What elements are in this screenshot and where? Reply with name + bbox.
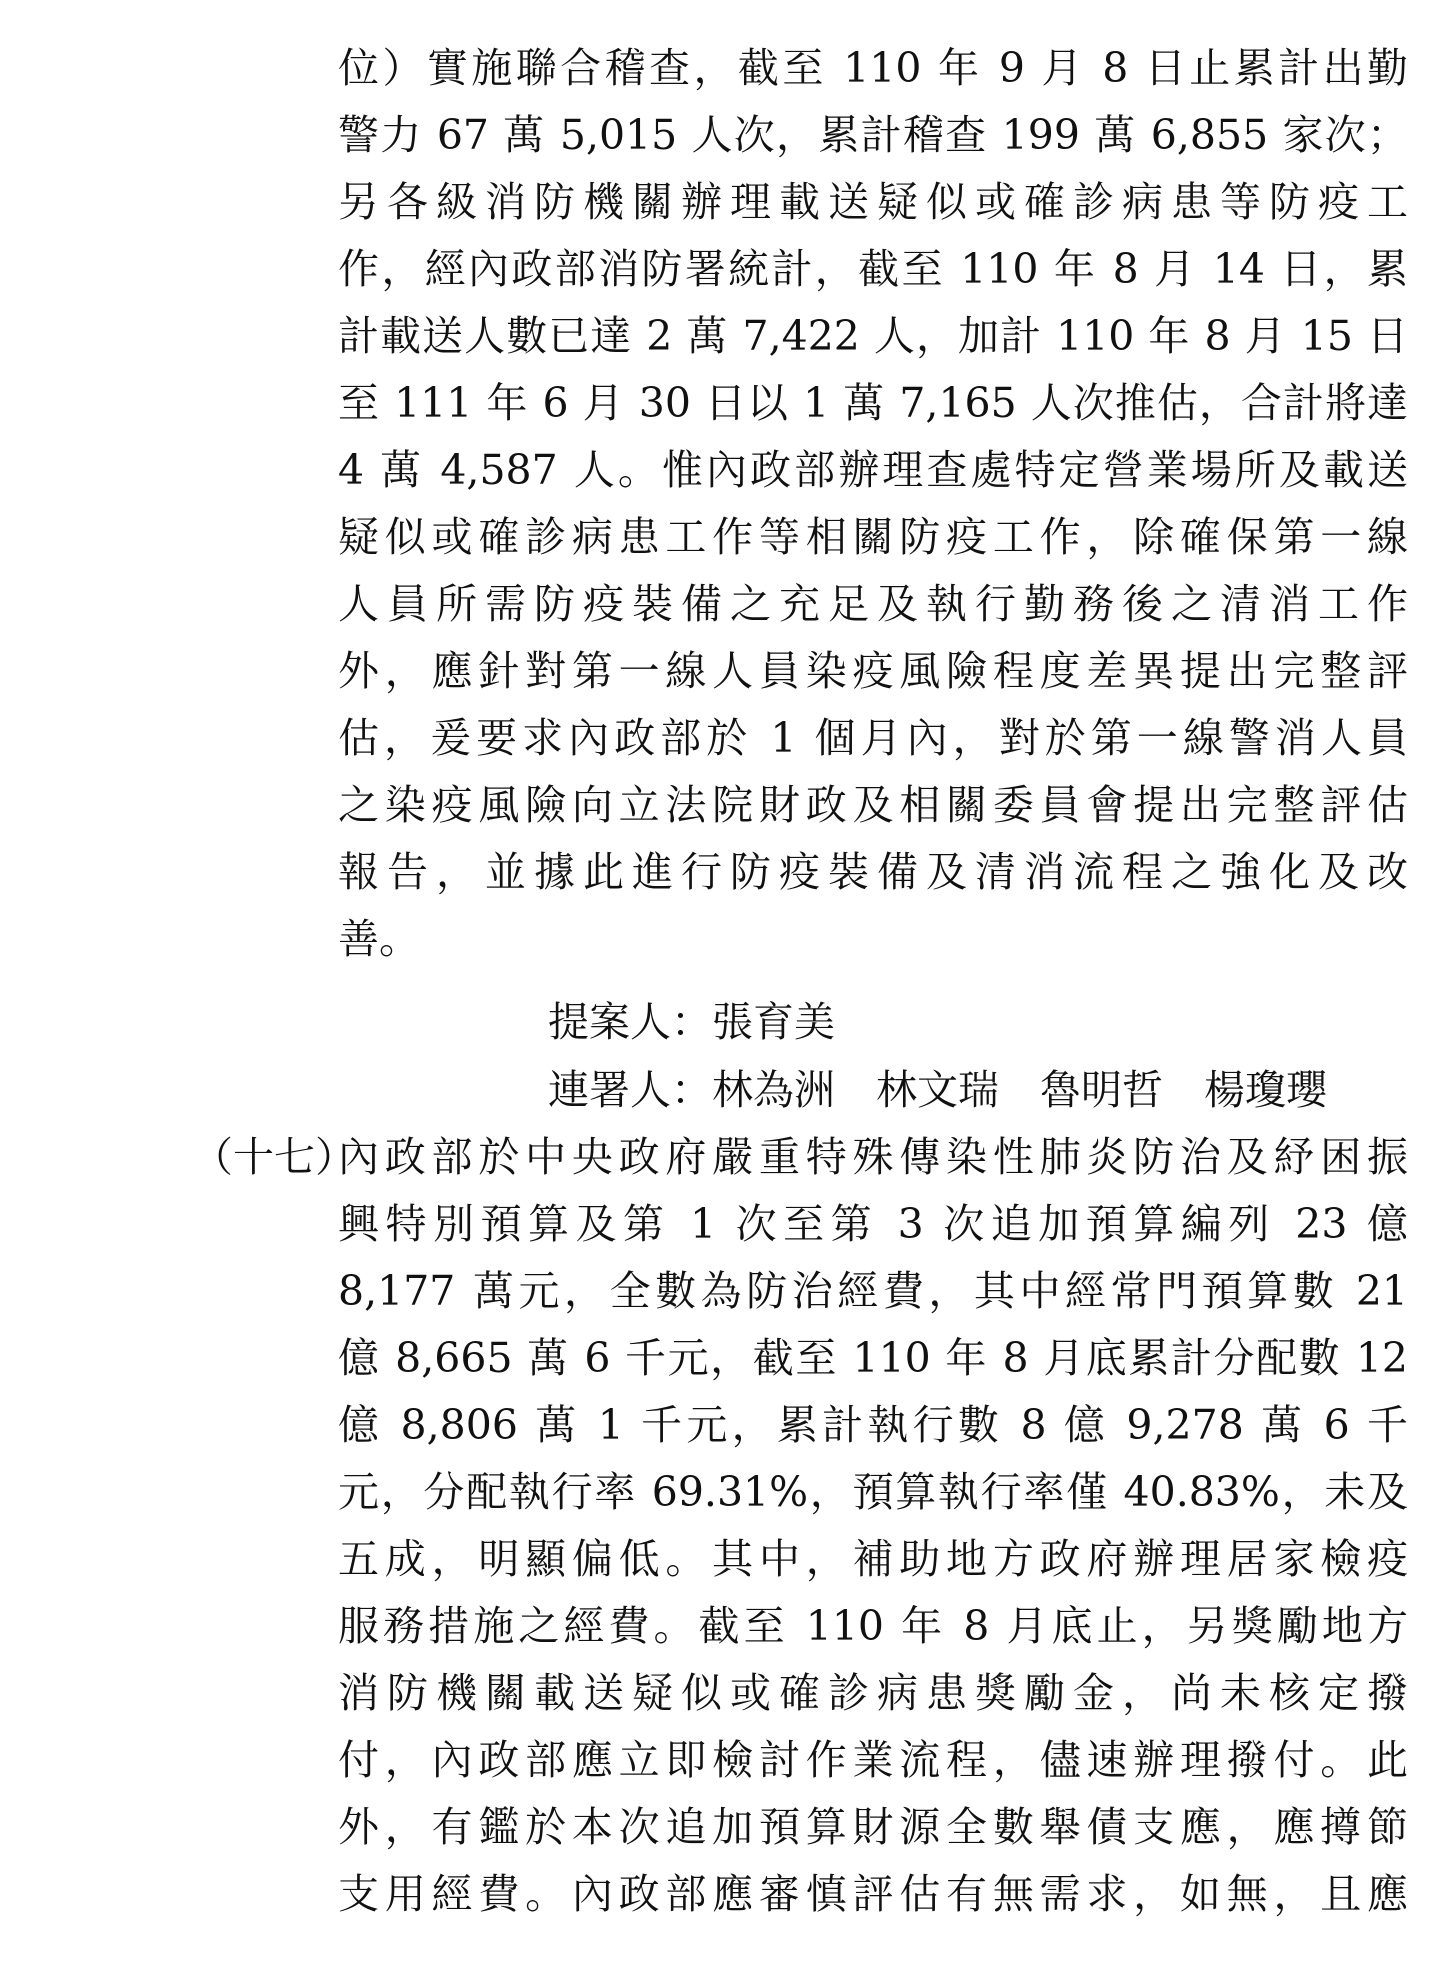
text-line: 另各級消防機關辦理載送疑似或確診病患等防疫工 bbox=[338, 178, 1408, 226]
text-line: 估，爰要求內政部於 1 個月內，對於第一線警消人員 bbox=[338, 714, 1408, 762]
text-line: 外，有鑑於本次追加預算財源全數舉債支應，應撙節 bbox=[338, 1803, 1408, 1851]
cosigners-line: 連署人：林為洲 林文瑞 魯明哲 楊瓊瓔 bbox=[548, 1066, 1327, 1114]
text-line: 報告，並據此進行防疫裝備及清消流程之強化及改 bbox=[338, 848, 1408, 896]
text-line: 之染疫風險向立法院財政及相關委員會提出完整評估 bbox=[338, 781, 1408, 829]
text-line: 作，經內政部消防署統計，截至 110 年 8 月 14 日，累 bbox=[338, 245, 1408, 293]
text-line: 善。 bbox=[338, 915, 420, 963]
text-line: 付，內政部應立即檢討作業流程，儘速辦理撥付。此 bbox=[338, 1736, 1408, 1784]
text-line: 外，應針對第一線人員染疫風險程度差異提出完整評 bbox=[338, 647, 1408, 695]
text-line: 位）實施聯合稽查，截至 110 年 9 月 8 日止累計出勤 bbox=[338, 44, 1408, 92]
proposer-line: 提案人：張育美 bbox=[548, 998, 835, 1046]
text-line: 億 8,665 萬 6 千元，截至 110 年 8 月底累計分配數 12 bbox=[338, 1334, 1408, 1382]
text-line: 人員所需防疫裝備之充足及執行勤務後之清消工作 bbox=[338, 580, 1408, 628]
text-line: 服務措施之經費。截至 110 年 8 月底止，另獎勵地方 bbox=[338, 1602, 1408, 1650]
text-line: 消防機關載送疑似或確診病患獎勵金，尚未核定撥 bbox=[338, 1669, 1408, 1717]
text-line: 支用經費。內政部應審慎評估有無需求，如無，且應 bbox=[338, 1870, 1408, 1918]
text-line: 4 萬 4,587 人。惟內政部辦理查處特定營業場所及載送 bbox=[338, 446, 1408, 494]
text-line: 計載送人數已達 2 萬 7,422 人，加計 110 年 8 月 15 日 bbox=[338, 312, 1408, 360]
text-line: 疑似或確診病患工作等相關防疫工作，除確保第一線 bbox=[338, 513, 1408, 561]
text-line: 興特別預算及第 1 次至第 3 次追加預算編列 23 億 bbox=[338, 1200, 1408, 1248]
text-line: 五成，明顯偏低。其中，補助地方政府辦理居家檢疫 bbox=[338, 1535, 1408, 1583]
text-line: 警力 67 萬 5,015 人次，累計稽查 199 萬 6,855 家次； bbox=[338, 111, 1408, 159]
text-line: 至 111 年 6 月 30 日以 1 萬 7,165 人次推估，合計將達 bbox=[338, 379, 1408, 427]
text-line: 8,177 萬元，全數為防治經費，其中經常門預算數 21 bbox=[338, 1267, 1408, 1315]
text-line: 元，分配執行率 69.31%，預算執行率僅 40.83%，未及 bbox=[338, 1468, 1408, 1516]
text-line: 內政部於中央政府嚴重特殊傳染性肺炎防治及紓困振 bbox=[338, 1133, 1408, 1181]
text-line: 億 8,806 萬 1 千元，累計執行數 8 億 9,278 萬 6 千 bbox=[338, 1401, 1408, 1449]
item-number: （十七） bbox=[192, 1133, 356, 1181]
